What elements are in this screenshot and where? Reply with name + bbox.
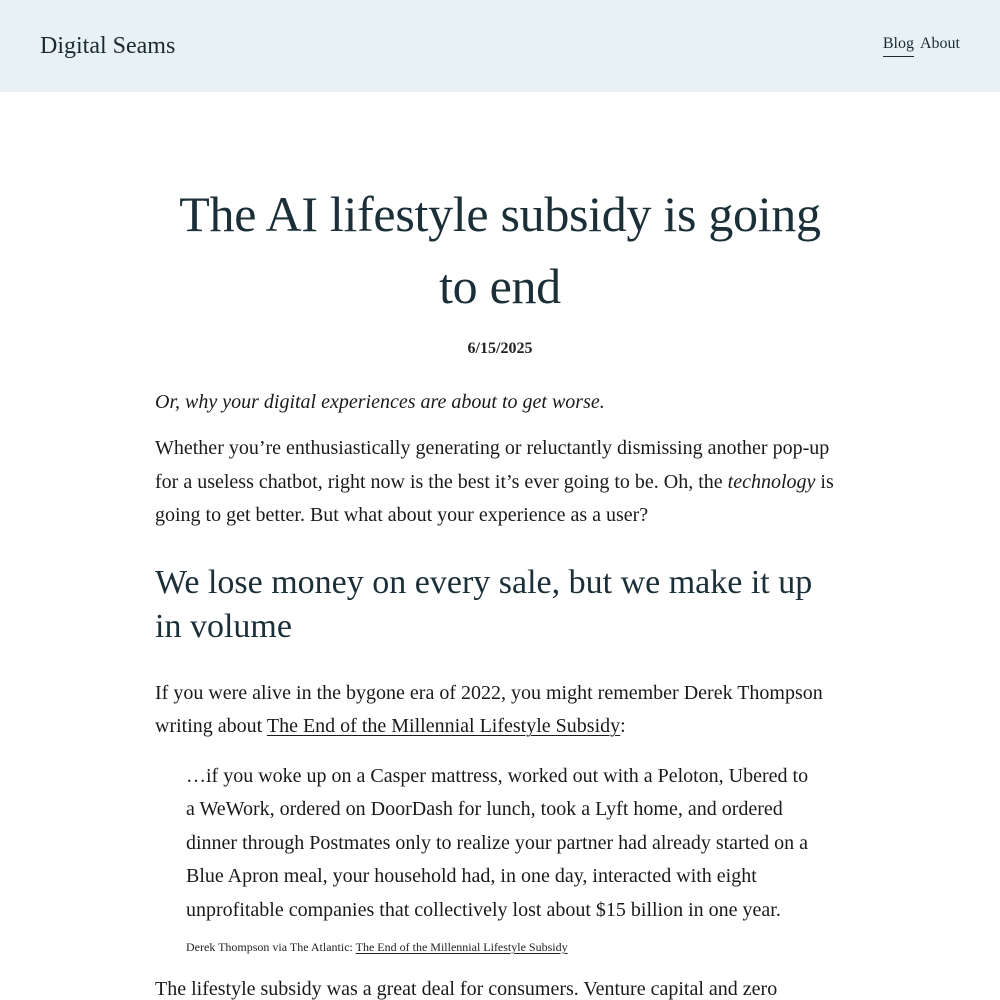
citation-link[interactable]: The End of the Millennial Lifestyle Subsidy: [355, 940, 568, 954]
paragraph-2: [155, 677, 845, 744]
citation-prefix: Derek Thompson via The Atlantic:: [186, 940, 356, 954]
intro-paragraph: [155, 432, 845, 533]
article: [155, 186, 845, 1000]
article-title: The AI lifestyle subsidy is going to end: [179, 186, 821, 314]
blockquote: [186, 760, 816, 956]
site-title-link[interactable]: Digital Seams: [40, 32, 176, 59]
millennial-subsidy-link[interactable]: The End of the Millennial Lifestyle Subsidy: [266, 715, 621, 737]
site-header: [0, 0, 1000, 92]
quote-text: …if you woke up on a Casper mattress, worked out with a Peloton, Ubered to a WeWork, ordered on DoorDash for lunch, took a Lyft home, and ordered dinner through Postmates only to realize your partner had already started on a Blue Apron meal, your household had, in one day, interacted with eight unprofitable companies that collectively lost about $15 billion in one year.: [186, 764, 809, 921]
main-nav: [883, 35, 960, 57]
intro-emphasis: technology: [727, 470, 816, 493]
para2-text-part2: :: [620, 715, 626, 737]
article-date: 6/15/2025: [467, 340, 533, 357]
intro-text-part2: is going to get better. But what about your experience as a user?: [155, 470, 834, 526]
intro-text-part1: Whether you’re enthusiastically generating or reluctantly dismissing another pop-up for a useless chatbot, right now is the best it’s ever going to be. Oh, the: [155, 437, 830, 493]
paragraph-3: The lifestyle subsidy was a great deal for consumers. Venture capital and zero: [155, 978, 778, 1000]
article-subtitle: Or, why your digital experiences are about to get worse.: [155, 391, 605, 413]
nav-about-link[interactable]: About: [920, 35, 960, 52]
quote-citation: [186, 940, 816, 955]
para2-text-part1: If you were alive in the bygone era of 2022, you might remember Derek Thompson writing about: [155, 681, 823, 737]
section-heading: We lose money on every sale, but we make it up in volume: [155, 563, 813, 645]
nav-blog-link[interactable]: Blog: [883, 35, 914, 57]
